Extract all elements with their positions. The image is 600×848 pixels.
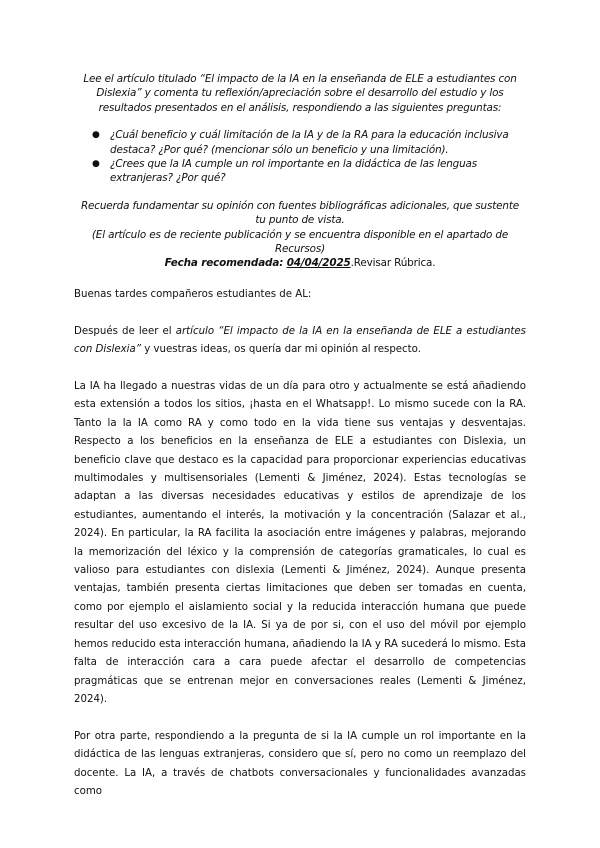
intro-before: Después de leer el — [74, 325, 176, 337]
due-date-line — [78, 256, 522, 270]
response-body — [74, 286, 526, 820]
prompt-intro: Lee el artículo titulado “El impacto de la IA en la enseñanda de ELE a estudiantes con Dislexia” y comenta tu reflexión/apreciación sobre el desarrollo del estudio y los resultados presentados en el análisis, respondiendo a las siguientes preguntas: — [83, 73, 517, 114]
intro-paragraph — [74, 323, 526, 360]
due-date-value: 04/04/2025 — [286, 257, 351, 270]
due-date-label: Fecha recomendada: — [164, 257, 284, 270]
paragraph-ai-role: Por otra parte, respondiendo a la pregunta de si la IA cumple un rol importante en la didáctica de las lenguas extranjeras, considero que sí, pero no como un reemplazo del docente. La IA, a través de chatbots conversacionales y funcionalidades avanzadas como — [74, 730, 526, 797]
prompt-recommendation: Recuerda fundamentar su opinión con fuentes bibliográficas adicionales, que sustente tu punto de vista. — [80, 199, 520, 227]
question-item: ● ¿Crees que la IA cumple un rol importante en la didáctica de las lenguas extranjeras? ¿Por qué? — [92, 157, 522, 186]
review-rubric-text: .Revisar Rúbrica. — [350, 257, 436, 270]
question-list — [78, 128, 522, 186]
prompt-note: (El artículo es de reciente publicación y se encuentra disponible en el apartado de Recursos) — [91, 228, 509, 256]
paragraph-benefits-limitations: La IA ha llegado a nuestras vidas de un día para otro y actualmente se está añadiendo esta extensión a todos los sitios, ¡hasta en el Whatsapp!. Lo mismo sucede con la RA. Tanto la la IA como RA y como todo en la vida tiene sus ventajas y desventajas. Respecto a los beneficios en la enseñanza de ELE a estudiantes con Dislexia, un beneficio clave que destaco es la capacidad para proporcionar experiencias educativas multimodales y multisensoriales (Lementi & Jiménez, 2024). Estas tecnologías se adaptan a las diversas necesidades educativas y estilos de aprendizaje de los estudiantes, aumentando el interés, la motivación y la concentración (Salazar et al., 2024). En particular, la RA facilita la asociación entre imágenes y palabras, mejorando la memorización del léxico y la comprensión de categorías gramaticales, lo cual es valioso para estudiantes con dislexia (Lementi & Jiménez, 2024). Aunque presenta ventajas, también presenta ciertas limitaciones que deben ser tomadas en cuenta, como por ejemplo el aislamiento social y la reducida interacción humana que puede resultar del uso excesivo de la IA. Si ya de por si, con el uso del móvil por ejemplo hemos reducido esta interacción humana, añadiendo la IA y RA sucederá lo mismo. Esta falta de interacción cara a cara puede afectar el desarrollo de competencias pragmáticas que se entrenan mejor en conversaciones reales (Lementi & Jiménez, 2024). — [74, 381, 526, 705]
question-item: ● ¿Cuál beneficio y cuál limitación de la IA y de la RA para la educación inclusiva destaca? ¿Por qué? (mencionar sólo un beneficio y una limitación). — [92, 128, 522, 157]
assignment-prompt — [78, 72, 522, 271]
article-title: artículo “El impacto de la IA en la enseñanda de ELE a estudiantes con Dislexia” — [74, 325, 526, 356]
greeting: Buenas tardes compañeros estudiantes de AL: — [74, 289, 312, 300]
intro-after: y vuestras ideas, os quería dar mi opinión al respecto. — [141, 344, 421, 356]
